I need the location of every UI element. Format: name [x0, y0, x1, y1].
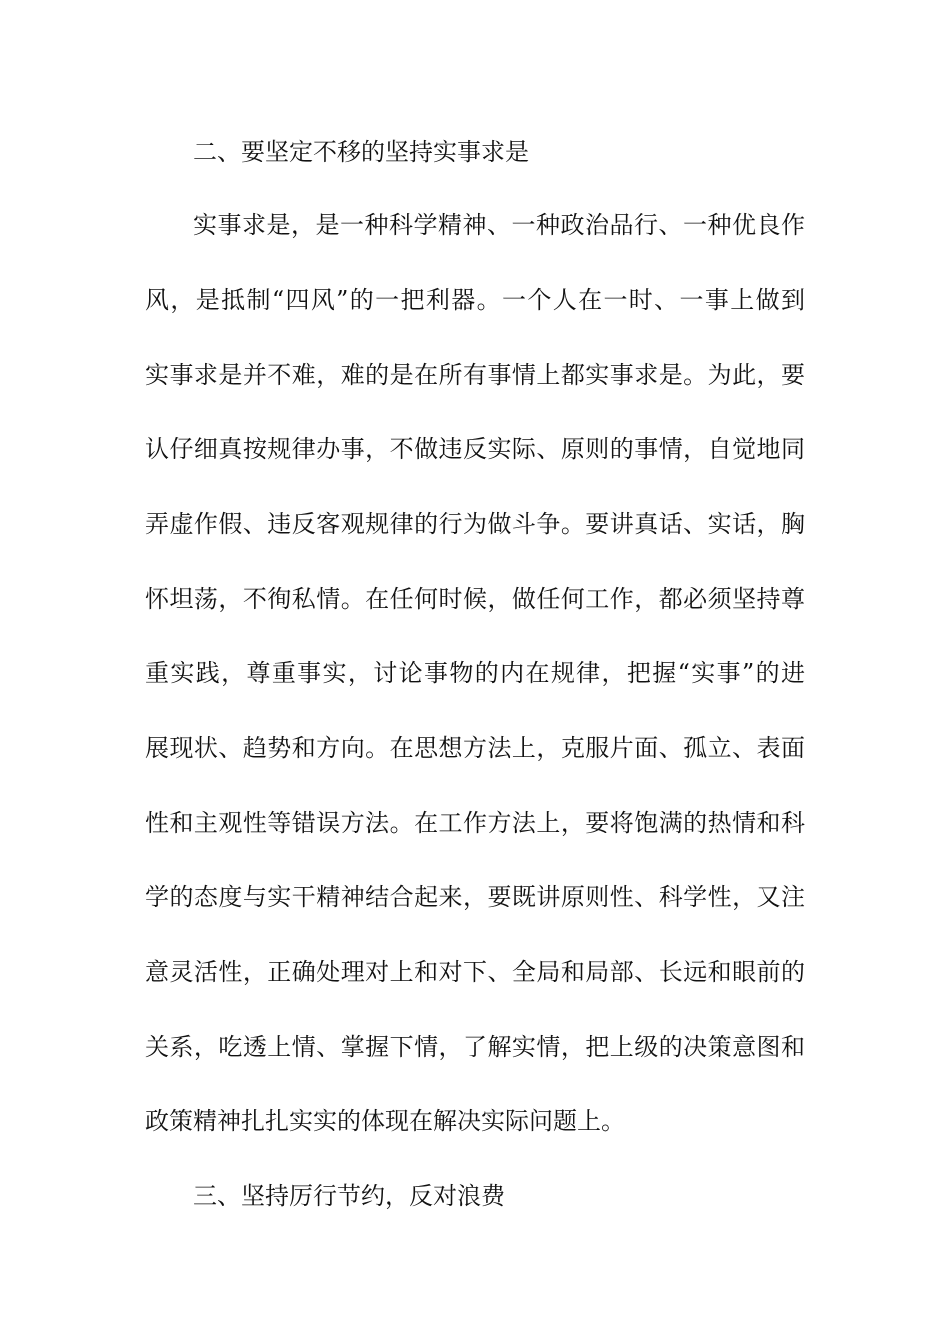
paragraph-line: 展现状、趋势和方向。在思想方法上，克服片面、孤立、表面 — [145, 734, 805, 762]
paragraph-line: 怀坦荡，不徇私情。在任何时候，做任何工作，都必须坚持尊 — [145, 585, 805, 613]
paragraph-line: 实事求是，是一种科学精神、一种政治品行、一种优良作 — [193, 211, 805, 239]
paragraph-line: 弄虚作假、违反客观规律的行为做斗争。要讲真话、实话，胸 — [145, 510, 805, 538]
paragraph-line: 关系，吃透上情、掌握下情，了解实情，把上级的决策意图和 — [145, 1033, 805, 1061]
paragraph-line-last: 政策精神扎扎实实的体现在解决实际问题上。 — [145, 1107, 625, 1135]
paragraph-line: 意灵活性，正确处理对上和对下、全局和局部、长远和眼前的 — [145, 958, 805, 986]
paragraph-line: 认仔细真按规律办事，不做违反实际、原则的事情，自觉地同 — [145, 435, 805, 463]
section-heading-3: 三、坚持厉行节约，反对浪费 — [193, 1182, 505, 1210]
paragraph-line: 实事求是并不难，难的是在所有事情上都实事求是。为此，要 — [145, 361, 805, 389]
paragraph-line: 风，是抵制“四风”的一把利器。一个人在一时、一事上做到 — [145, 286, 805, 314]
section-heading-2: 二、要坚定不移的坚持实事求是 — [193, 138, 529, 166]
paragraph-line: 学的态度与实干精神结合起来，要既讲原则性、科学性，又注 — [145, 883, 805, 911]
paragraph-line: 性和主观性等错误方法。在工作方法上，要将饱满的热情和科 — [145, 809, 805, 837]
paragraph-line: 重实践，尊重事实，讨论事物的内在规律，把握“实事”的进 — [145, 659, 805, 687]
